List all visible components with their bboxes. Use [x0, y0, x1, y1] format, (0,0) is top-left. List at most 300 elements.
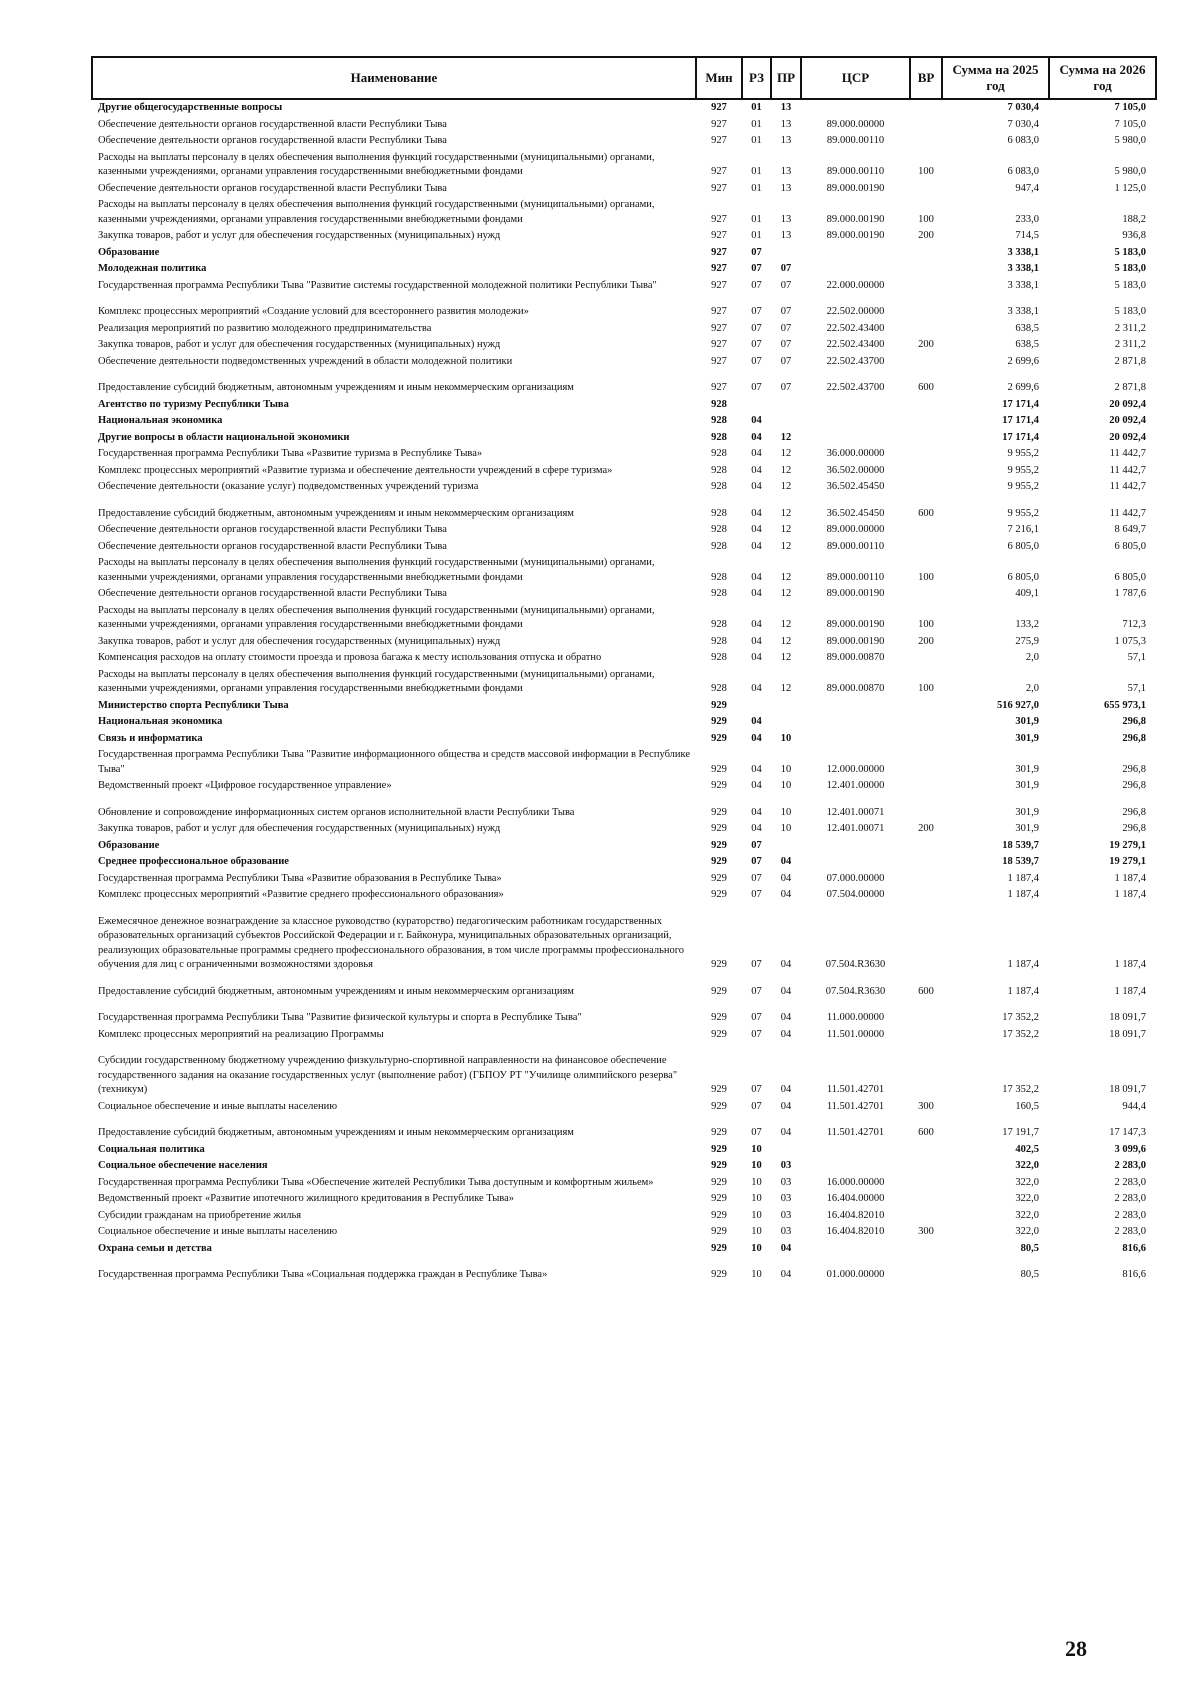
row-csr: 89.000.00190 [826, 182, 885, 194]
row-vr [910, 117, 942, 134]
row-name: Образование [98, 839, 160, 851]
row-sum-2025: 9 955,2 [1007, 481, 1039, 492]
row-csr: 36.502.45450 [826, 507, 885, 519]
header-csr: ЦСР [801, 57, 910, 99]
row-csr: 89.000.00110 [826, 135, 885, 146]
row-name: Предоставление субсидий бюджетным, автономным учреждениям и иным некоммерческим организациям [98, 985, 574, 997]
table-row [92, 278, 1156, 295]
row-sum-2025: 2 699,6 [1007, 382, 1039, 393]
row-pr: 07 [780, 322, 792, 334]
row-pr: 07 [780, 355, 792, 367]
row-rz: 10 [751, 1226, 762, 1237]
row-sum-2026: 1 187,4 [1114, 985, 1146, 997]
row-vr [910, 731, 942, 748]
row-pr: 04 [780, 985, 792, 997]
row-sum-2026: 17 147,3 [1109, 1127, 1146, 1138]
row-sum-2026: 57,1 [1127, 683, 1146, 694]
row-name: Обеспечение деятельности органов государственной власти Республики Тыва [98, 588, 447, 599]
row-rz: 01 [751, 166, 762, 177]
row-name: Предоставление субсидий бюджетным, автономным учреждениям и иным некоммерческим организациям [98, 1127, 574, 1138]
row-csr [801, 397, 910, 414]
row-sum-2026: 11 442,7 [1109, 448, 1146, 459]
row-name: Обеспечение деятельности органов государственной власти Республики Тыва [98, 524, 447, 535]
row-vr [910, 854, 942, 871]
row-pr: 04 [780, 1127, 792, 1138]
row-name: Ведомственный проект «Цифровое государственное управление» [98, 780, 392, 791]
row-pr: 04 [780, 1269, 792, 1280]
row-rz: 07 [751, 889, 762, 900]
row-sum-2025: 322,0 [1015, 1193, 1039, 1204]
row-min: 929 [711, 959, 727, 970]
row-pr: 10 [780, 806, 792, 818]
row-min: 929 [711, 1127, 727, 1138]
row-vr [910, 904, 942, 974]
row-rz: 07 [751, 355, 762, 367]
header-sum-2026: Сумма на 2026 год [1049, 57, 1156, 99]
row-sum-2025: 275,9 [1015, 635, 1039, 647]
row-rz: 04 [751, 619, 762, 630]
row-min: 928 [711, 571, 727, 583]
row-pr: 07 [780, 306, 792, 317]
row-pr [771, 1142, 801, 1159]
row-sum-2025: 6 083,0 [1007, 135, 1039, 146]
row-csr: 12.401.00071 [826, 806, 885, 818]
row-pr: 03 [780, 1193, 792, 1204]
table-row [92, 1257, 1156, 1284]
row-sum-2026: 20 092,4 [1109, 398, 1146, 410]
table-row [92, 778, 1156, 795]
row-csr: 89.000.00190 [826, 619, 885, 630]
row-sum-2026: 296,8 [1122, 823, 1146, 834]
row-vr [910, 838, 942, 855]
row-name: Молодежная политика [98, 263, 207, 274]
row-rz: 04 [751, 823, 762, 834]
row-pr: 03 [780, 1160, 792, 1171]
row-sum-2026: 5 183,0 [1114, 246, 1146, 258]
row-rz: 07 [751, 382, 762, 393]
row-rz: 04 [751, 652, 762, 663]
row-sum-2025: 714,5 [1015, 230, 1039, 241]
row-csr: 07.504.R3630 [825, 959, 886, 970]
table-row [92, 479, 1156, 496]
row-min: 927 [711, 246, 727, 258]
row-name: Субсидии гражданам на приобретение жилья [98, 1209, 302, 1221]
row-name: Другие вопросы в области национальной экономики [98, 431, 350, 443]
row-vr: 200 [918, 339, 934, 350]
row-sum-2026: 1 187,4 [1114, 872, 1146, 884]
row-name: Национальная экономика [98, 716, 223, 727]
row-pr: 12 [780, 588, 792, 599]
row-rz: 04 [751, 780, 762, 791]
table-row [92, 747, 1156, 778]
row-pr: 13 [780, 230, 792, 241]
table-row [92, 1099, 1156, 1116]
row-name: Закупка товаров, работ и услуг для обеспечения государственных (муниципальных) нужд [98, 230, 501, 241]
row-pr: 12 [780, 481, 792, 492]
table-row [92, 463, 1156, 480]
row-pr: 13 [780, 118, 792, 130]
row-csr [801, 245, 910, 262]
row-min: 929 [711, 1209, 727, 1221]
row-rz: 10 [751, 1209, 762, 1221]
row-min: 928 [711, 652, 727, 663]
table-row [92, 821, 1156, 838]
row-vr [910, 413, 942, 430]
row-pr: 10 [780, 823, 792, 834]
row-csr [801, 430, 910, 447]
row-csr [801, 1158, 910, 1175]
row-sum-2025: 9 955,2 [1007, 464, 1039, 476]
row-pr: 12 [780, 507, 792, 519]
row-name: Социальное обеспечение и иные выплаты населению [98, 1226, 338, 1237]
row-sum-2025: 17 352,2 [1002, 1012, 1039, 1023]
row-csr: 89.000.00110 [826, 166, 885, 177]
row-vr [910, 261, 942, 278]
row-name: Предоставление субсидий бюджетным, автономным учреждениям и иным некоммерческим организациям [98, 382, 574, 393]
row-rz: 07 [751, 1028, 762, 1040]
row-vr [910, 321, 942, 338]
row-sum-2026: 1 075,3 [1114, 635, 1146, 647]
header-pr: ПР [771, 57, 801, 99]
table-row [92, 133, 1156, 150]
row-pr: 13 [780, 182, 792, 194]
row-csr: 22.000.00000 [826, 279, 885, 291]
row-pr: 12 [780, 540, 792, 552]
row-sum-2025: 322,0 [1015, 1160, 1039, 1171]
row-min: 929 [711, 1269, 727, 1280]
row-rz: 01 [751, 182, 762, 194]
row-min: 929 [711, 1160, 727, 1171]
row-min: 927 [711, 306, 727, 317]
row-name: Социальное обеспечение и иные выплаты населению [98, 1100, 338, 1112]
table-row [92, 117, 1156, 134]
row-name: Государственная программа Республики Тыва «Обеспечение жителей Республики Тыва доступным и комфортным жильем» [98, 1176, 654, 1188]
table-row [92, 337, 1156, 354]
table-row [92, 904, 1156, 974]
table-row [92, 370, 1156, 397]
table-header-row [92, 57, 1156, 99]
row-sum-2025: 7 030,4 [1007, 118, 1039, 130]
row-sum-2026: 2 283,0 [1114, 1226, 1146, 1237]
row-sum-2025: 322,0 [1015, 1209, 1039, 1221]
row-pr: 07 [780, 279, 792, 291]
row-name: Другие общегосударственные вопросы [98, 102, 283, 113]
row-name: Обеспечение деятельности органов государственной власти Республики Тыва [98, 182, 447, 194]
row-sum-2025: 301,9 [1015, 763, 1039, 775]
row-vr [910, 1175, 942, 1192]
row-pr: 07 [780, 263, 792, 274]
row-sum-2025: 322,0 [1015, 1226, 1039, 1237]
row-sum-2026: 19 279,1 [1109, 856, 1146, 867]
row-name: Субсидии государственному бюджетному учреждению физкультурно-спортивной направленности на финансовое обеспечение государственного задания на оказание государственных услуг (выполнение работ) (ГБПОУ РТ "Училище олимпийского резерва" (техникум) [98, 1055, 678, 1095]
row-min: 927 [711, 382, 727, 393]
header-name: Наименование [92, 57, 696, 99]
row-min: 927 [711, 263, 727, 274]
row-vr: 100 [918, 571, 934, 583]
table-row [92, 698, 1156, 715]
row-vr: 600 [918, 1127, 934, 1138]
table-row [92, 1142, 1156, 1159]
row-csr [801, 854, 910, 871]
row-min: 927 [711, 230, 727, 241]
row-csr: 16.000.00000 [826, 1176, 885, 1188]
row-sum-2025: 17 352,2 [1002, 1084, 1039, 1095]
table-row [92, 887, 1156, 904]
header-rz: РЗ [742, 57, 771, 99]
row-sum-2025: 233,0 [1015, 213, 1039, 225]
page-number: 28 [1065, 1636, 1087, 1661]
row-sum-2026: 2 311,2 [1114, 339, 1146, 350]
row-name: Комплекс процессных мероприятий «Создание условий для всестороннего развития молодежи» [98, 306, 529, 317]
row-rz: 04 [751, 481, 762, 492]
row-pr: 12 [780, 652, 792, 663]
row-sum-2026: 20 092,4 [1109, 415, 1146, 426]
row-vr [910, 778, 942, 795]
row-pr: 04 [780, 1242, 792, 1254]
table-row [92, 197, 1156, 228]
row-pr: 10 [780, 780, 792, 791]
row-rz: 07 [751, 1012, 762, 1023]
row-rz: 10 [751, 1176, 762, 1188]
row-name: Государственная программа Республики Тыва «Развитие образования в Республике Тыва» [98, 872, 502, 884]
row-rz: 04 [751, 806, 762, 818]
row-min: 928 [711, 415, 727, 426]
row-pr: 12 [780, 524, 792, 535]
table-row [92, 496, 1156, 523]
row-vr [910, 446, 942, 463]
row-sum-2025: 3 338,1 [1007, 306, 1039, 317]
row-sum-2025: 3 338,1 [1007, 263, 1039, 274]
row-sum-2025: 18 539,7 [1002, 839, 1039, 851]
row-rz: 04 [751, 464, 762, 476]
row-vr: 100 [918, 683, 934, 694]
table-row [92, 181, 1156, 198]
header-min: Мин [696, 57, 742, 99]
row-sum-2025: 2,0 [1025, 652, 1039, 663]
row-min: 929 [711, 1012, 727, 1023]
row-rz: 04 [751, 571, 762, 583]
row-name: Закупка товаров, работ и услуг для обеспечения государственных (муниципальных) нужд [98, 635, 501, 647]
row-rz [742, 397, 771, 414]
row-min: 927 [711, 135, 727, 146]
row-vr [910, 887, 942, 904]
row-rz: 07 [751, 306, 762, 317]
row-pr [771, 245, 801, 262]
row-pr [771, 397, 801, 414]
row-rz: 04 [751, 524, 762, 535]
table-row [92, 321, 1156, 338]
table-row [92, 1175, 1156, 1192]
row-vr [910, 99, 942, 117]
table-row [92, 397, 1156, 414]
row-min: 928 [711, 507, 727, 519]
table-row [92, 586, 1156, 603]
table-row [92, 522, 1156, 539]
row-min: 928 [711, 619, 727, 630]
table-row [92, 1115, 1156, 1142]
row-min: 928 [711, 683, 727, 694]
row-csr: 89.000.00190 [826, 635, 885, 647]
row-vr [910, 522, 942, 539]
row-sum-2025: 301,9 [1015, 806, 1039, 818]
row-sum-2025: 9 955,2 [1007, 448, 1039, 459]
row-vr [910, 1027, 942, 1044]
row-vr: 300 [918, 1100, 934, 1112]
row-pr: 04 [780, 856, 792, 867]
row-csr [801, 99, 910, 117]
row-min: 927 [711, 322, 727, 334]
row-name: Государственная программа Республики Тыва "Развитие системы государственной молодежной политики Республики Тыва" [98, 279, 657, 291]
row-sum-2026: 19 279,1 [1109, 839, 1146, 851]
table-row [92, 1000, 1156, 1027]
row-sum-2026: 5 980,0 [1114, 166, 1146, 177]
row-name: Ежемесячное денежное вознаграждение за классное руководство (кураторство) педагогическим работникам государственных образовательных организаций субъектов Российской Федерации и г. Байконура, муниципальных образовательных организаций, реализующих образовательные программы среднего профессионального образования, в том числе программы профессионального обучения для лиц с ограниченными возможностями здоровья [98, 915, 685, 970]
table-row [92, 871, 1156, 888]
row-rz: 04 [751, 431, 762, 443]
row-csr: 16.404.82010 [826, 1209, 885, 1221]
row-rz: 04 [751, 540, 762, 552]
row-csr: 36.502.00000 [826, 464, 885, 476]
row-pr: 04 [780, 1100, 792, 1112]
row-pr: 12 [780, 683, 792, 694]
row-sum-2025: 2 699,6 [1007, 355, 1039, 367]
row-pr: 04 [780, 889, 792, 900]
row-min: 929 [711, 985, 727, 997]
table-row [92, 650, 1156, 667]
row-sum-2026: 18 091,7 [1109, 1028, 1146, 1040]
row-name: Обеспечение деятельности подведомственных учреждений в области молодежной политики [98, 355, 513, 367]
row-csr: 12.401.00000 [826, 780, 885, 791]
row-sum-2025: 80,5 [1020, 1269, 1039, 1280]
row-sum-2025: 133,2 [1015, 619, 1039, 630]
row-pr: 03 [780, 1209, 792, 1221]
row-min: 927 [711, 279, 727, 291]
row-csr: 89.000.00000 [826, 118, 885, 130]
row-min: 929 [711, 732, 727, 744]
row-name: Расходы на выплаты персоналу в целях обеспечения выполнения функций государственными (муниципальными) органами, казенными учреждениями, органами управления государственными внебюджетными фондами [98, 557, 655, 583]
row-pr: 03 [780, 1226, 792, 1237]
row-sum-2025: 17 171,4 [1002, 431, 1039, 443]
row-csr: 12.000.00000 [826, 763, 885, 775]
row-vr [910, 1257, 942, 1284]
row-name: Реализация мероприятий по развитию молодежного предпринимательства [98, 322, 432, 334]
row-vr [910, 650, 942, 667]
row-sum-2026: 1 187,4 [1114, 959, 1146, 970]
row-pr [771, 698, 801, 715]
row-sum-2026: 20 092,4 [1109, 431, 1146, 443]
row-min: 929 [711, 1193, 727, 1204]
row-rz: 04 [751, 415, 762, 426]
row-csr: 07.000.00000 [826, 872, 885, 884]
row-rz: 01 [751, 102, 762, 113]
row-sum-2025: 3 338,1 [1007, 279, 1039, 291]
row-sum-2026: 2 283,0 [1114, 1160, 1146, 1171]
row-sum-2026: 2 311,2 [1114, 322, 1146, 334]
row-csr: 89.000.00870 [826, 683, 885, 694]
row-vr [910, 1000, 942, 1027]
row-pr: 10 [780, 763, 792, 775]
row-rz: 07 [751, 339, 762, 350]
row-rz: 10 [751, 1269, 762, 1280]
row-rz: 04 [751, 683, 762, 694]
row-min: 929 [711, 1100, 727, 1112]
row-sum-2025: 18 539,7 [1002, 856, 1039, 867]
row-rz: 10 [751, 1242, 762, 1254]
row-min: 928 [711, 464, 727, 476]
row-sum-2026: 1 125,0 [1114, 182, 1146, 194]
row-vr: 200 [918, 635, 934, 647]
row-rz: 07 [751, 263, 762, 274]
row-sum-2026: 2 871,8 [1114, 355, 1146, 367]
row-vr [910, 1043, 942, 1099]
row-name: Среднее профессиональное образование [98, 856, 289, 867]
table-row [92, 1158, 1156, 1175]
row-vr: 200 [918, 823, 934, 834]
row-csr: 11.501.00000 [826, 1028, 885, 1040]
row-sum-2025: 947,4 [1015, 182, 1039, 194]
row-min: 929 [711, 1143, 727, 1155]
row-sum-2026: 296,8 [1122, 716, 1146, 727]
row-pr: 10 [780, 732, 792, 744]
row-pr: 12 [780, 448, 792, 459]
row-min: 929 [711, 823, 727, 834]
row-pr: 12 [780, 431, 792, 443]
row-sum-2025: 17 191,7 [1002, 1127, 1039, 1138]
row-min: 927 [711, 213, 727, 225]
row-min: 929 [711, 889, 727, 900]
table-row [92, 539, 1156, 556]
table-row [92, 150, 1156, 181]
row-name: Компенсация расходов на оплату стоимости проезда и провоза багажа к месту использования отпуска и обратно [98, 652, 602, 663]
row-min: 928 [711, 481, 727, 492]
row-csr [801, 838, 910, 855]
row-vr [910, 586, 942, 603]
row-vr: 100 [918, 166, 934, 177]
row-sum-2025: 516 927,0 [997, 699, 1039, 711]
row-sum-2026: 18 091,7 [1109, 1084, 1146, 1095]
row-pr: 03 [780, 1176, 792, 1188]
row-pr [771, 413, 801, 430]
table-row [92, 1241, 1156, 1258]
header-vr: ВР [910, 57, 942, 99]
row-vr [910, 714, 942, 731]
row-name: Государственная программа Республики Тыва "Развитие информационного общества и средств массовой информации в Республике Тыва" [98, 749, 691, 775]
row-csr [801, 714, 910, 731]
row-rz: 07 [751, 1127, 762, 1138]
row-pr: 12 [780, 571, 792, 583]
row-sum-2026: 1 787,6 [1114, 588, 1146, 599]
row-vr [910, 181, 942, 198]
row-sum-2026: 816,6 [1122, 1269, 1146, 1280]
row-sum-2025: 322,0 [1015, 1176, 1039, 1188]
row-min: 927 [711, 166, 727, 177]
row-min: 929 [711, 1028, 727, 1040]
row-sum-2025: 6 805,0 [1007, 571, 1039, 583]
row-name: Расходы на выплаты персоналу в целях обеспечения выполнения функций государственными (муниципальными) органами, казенными учреждениями, органами управления государственными внебюджетными фондами [98, 604, 655, 630]
table-row [92, 1224, 1156, 1241]
row-name: Охрана семьи и детства [98, 1242, 212, 1254]
row-name: Связь и информатика [98, 732, 203, 744]
row-vr [910, 479, 942, 496]
table-row [92, 667, 1156, 698]
row-min: 929 [711, 839, 727, 851]
row-name: Образование [98, 246, 160, 258]
table-row [92, 446, 1156, 463]
row-sum-2025: 17 352,2 [1002, 1028, 1039, 1040]
row-vr: 600 [918, 382, 934, 393]
table-row [92, 245, 1156, 262]
row-min: 929 [711, 763, 727, 775]
